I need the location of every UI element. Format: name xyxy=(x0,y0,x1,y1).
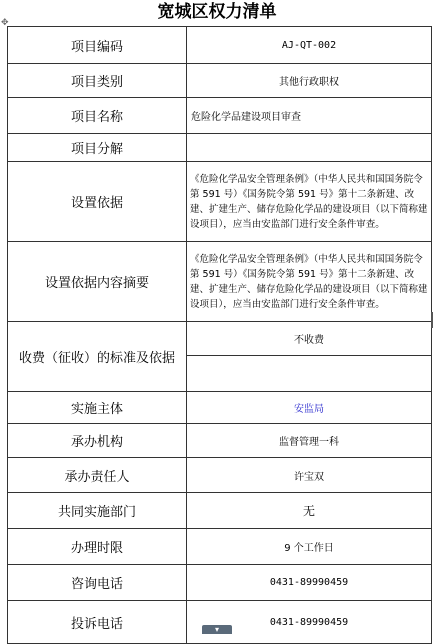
page-title: 宽城区权力清单 xyxy=(157,2,277,22)
row-value-fee-basis xyxy=(187,356,432,392)
table-row xyxy=(8,392,432,424)
row-label-joint-dept: 共同实施部门 xyxy=(8,493,187,529)
row-label-breakdown: 项目分解 xyxy=(8,134,187,162)
row-value-code: AJ-QT-002 xyxy=(187,27,432,64)
table-row xyxy=(8,601,432,644)
table-row xyxy=(8,458,432,493)
row-label-category: 项目类别 xyxy=(8,64,187,98)
table-row xyxy=(8,493,432,529)
table-row xyxy=(8,64,432,98)
table-row xyxy=(8,27,432,64)
table-row xyxy=(8,134,432,162)
table-row xyxy=(8,424,432,458)
row-label-basis: 设置依据 xyxy=(8,162,187,242)
row-label-code: 项目编码 xyxy=(8,27,187,64)
row-label-basis-summary: 设置依据内容摘要 xyxy=(8,242,187,322)
row-label-agency: 承办机构 xyxy=(8,424,187,458)
table-row xyxy=(8,242,432,322)
table-row xyxy=(8,322,432,356)
row-value-agency: 监督管理一科 xyxy=(187,424,432,458)
row-label-fee: 收费（征收）的标准及依据 xyxy=(8,322,187,392)
row-label-time-limit: 办理时限 xyxy=(8,529,187,565)
scrollbar-thumb[interactable] xyxy=(431,312,433,328)
row-label-name: 项目名称 xyxy=(8,98,187,134)
row-value-category: 其他行政职权 xyxy=(187,64,432,98)
table-row xyxy=(8,162,432,242)
row-value-basis-summary: 《危险化学品安全管理条例》（中华人民共和国国务院令第 591 号）《国务院令第 591 号》第十二条新建、改建、扩建生产、储存危险化学品的建设项目（以下简称建设项目），应当由安监部门进行安全条件审查。 xyxy=(187,242,432,322)
row-value-name: 危险化学品建设项目审查 xyxy=(187,98,432,134)
power-list-table xyxy=(7,26,432,644)
row-value-fee: 不收费 xyxy=(187,322,432,356)
table-row xyxy=(8,98,432,134)
row-label-complaint-phone: 投诉电话 xyxy=(8,601,187,644)
table-row xyxy=(8,565,432,601)
row-label-implementer: 实施主体 xyxy=(8,392,187,424)
row-value-basis: 《危险化学品安全管理条例》（中华人民共和国国务院令第 591 号）《国务院令第 591 号》第十二条新建、改建、扩建生产、储存危险化学品的建设项目（以下简称建设项目），应当由安监部门进行安全条件审查。 xyxy=(187,162,432,242)
row-value-time-limit: 9 个工作日 xyxy=(187,529,432,565)
row-value-joint-dept: 无 xyxy=(187,493,432,529)
row-value-inquiry-phone: 0431-89990459 xyxy=(187,565,432,601)
chevron-down-icon[interactable]: ▾ xyxy=(202,625,232,634)
row-label-inquiry-phone: 咨询电话 xyxy=(8,565,187,601)
row-value-responsible: 许宝双 xyxy=(187,458,432,493)
row-value-implementer: 安监局 xyxy=(187,392,432,424)
row-label-responsible: 承办责任人 xyxy=(8,458,187,493)
row-value-breakdown xyxy=(187,134,432,162)
row-value-complaint-phone: 0431-89990459 xyxy=(187,601,432,644)
table-row xyxy=(8,529,432,565)
move-handle-icon[interactable]: ✥ xyxy=(1,18,9,28)
